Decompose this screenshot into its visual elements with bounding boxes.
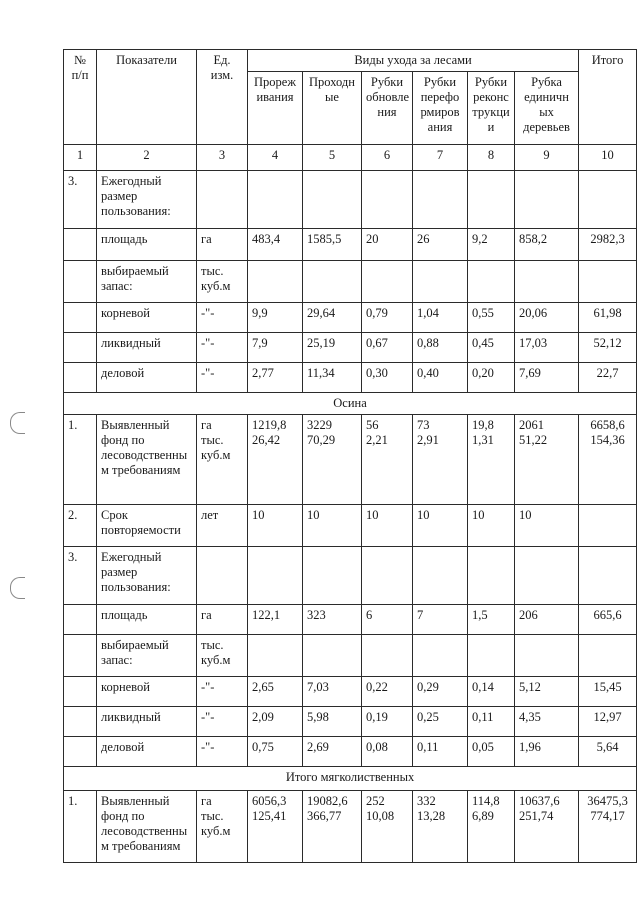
data-row [64, 363, 637, 393]
value-cell [515, 261, 579, 303]
value-cell: 0,08 [362, 737, 413, 767]
column-number: 3 [197, 145, 248, 171]
data-row [64, 261, 637, 303]
value-cell: 19,8 1,31 [468, 415, 515, 505]
section-title: Итого мягколиственных [64, 767, 637, 791]
header-type: Рубки обновле ния [362, 72, 413, 145]
empty-cell [64, 261, 97, 303]
header-care-types: Виды ухода за лесами [248, 50, 579, 72]
value-cell: 0,30 [362, 363, 413, 393]
empty-cell [362, 547, 413, 605]
empty-cell [468, 547, 515, 605]
indicator-label: деловой [97, 737, 197, 767]
unit-cell: -"- [197, 333, 248, 363]
unit-cell: -"- [197, 707, 248, 737]
data-row [64, 505, 637, 547]
value-cell [303, 261, 362, 303]
value-cell: 4,35 [515, 707, 579, 737]
value-cell: 1219,8 26,42 [248, 415, 303, 505]
total-cell: 6658,6 154,36 [579, 415, 637, 505]
indicator-label: Выявленный фонд по лесоводственны м требованиям [97, 415, 197, 505]
value-cell [248, 261, 303, 303]
value-cell [413, 261, 468, 303]
unit-cell: -"- [197, 737, 248, 767]
indicator-label: корневой [97, 677, 197, 707]
value-cell: 0,40 [413, 363, 468, 393]
row-number: 3. [64, 171, 97, 229]
column-number: 1 [64, 145, 97, 171]
unit-cell: га [197, 605, 248, 635]
data-row [64, 677, 637, 707]
value-cell: 122,1 [248, 605, 303, 635]
value-cell: 0,19 [362, 707, 413, 737]
empty-cell [413, 171, 468, 229]
total-cell: 5,64 [579, 737, 637, 767]
total-cell: 22,7 [579, 363, 637, 393]
value-cell: 5,98 [303, 707, 362, 737]
value-cell: 3229 70,29 [303, 415, 362, 505]
empty-cell [64, 303, 97, 333]
empty-cell [248, 547, 303, 605]
punch-hole-mark [10, 412, 25, 434]
unit-cell: га [197, 229, 248, 261]
data-row [64, 605, 637, 635]
value-cell: 9,9 [248, 303, 303, 333]
value-cell: 0,05 [468, 737, 515, 767]
header-row [64, 50, 637, 72]
unit-cell: га тыс. куб.м [197, 791, 248, 863]
value-cell: 7,9 [248, 333, 303, 363]
value-cell: 0,67 [362, 333, 413, 363]
indicator-label: выбираемый запас: [97, 261, 197, 303]
header-type: Рубки перефо рмиров ания [413, 72, 468, 145]
empty-cell [64, 737, 97, 767]
data-row [64, 333, 637, 363]
value-cell: 56 2,21 [362, 415, 413, 505]
header-type: Рубки реконс трукци и [468, 72, 515, 145]
value-cell: 0,45 [468, 333, 515, 363]
value-cell: 114,8 6,89 [468, 791, 515, 863]
value-cell: 332 13,28 [413, 791, 468, 863]
empty-cell [515, 547, 579, 605]
value-cell: 1,5 [468, 605, 515, 635]
total-cell [579, 505, 637, 547]
value-cell: 5,12 [515, 677, 579, 707]
value-cell: 0,75 [248, 737, 303, 767]
total-cell: 36475,3 774,17 [579, 791, 637, 863]
value-cell: 25,19 [303, 333, 362, 363]
column-number: 4 [248, 145, 303, 171]
empty-cell [64, 363, 97, 393]
value-cell: 1,96 [515, 737, 579, 767]
value-cell: 26 [413, 229, 468, 261]
total-cell: 12,97 [579, 707, 637, 737]
header-total: Итого [579, 50, 637, 145]
row-number: 1. [64, 415, 97, 505]
value-cell: 20,06 [515, 303, 579, 333]
total-cell: 665,6 [579, 605, 637, 635]
header-indicators: Показатели [97, 50, 197, 145]
empty-cell [64, 229, 97, 261]
value-cell: 252 10,08 [362, 791, 413, 863]
empty-cell [579, 547, 637, 605]
value-cell: 858,2 [515, 229, 579, 261]
value-cell: 17,03 [515, 333, 579, 363]
value-cell: 206 [515, 605, 579, 635]
empty-cell [64, 677, 97, 707]
unit-cell: -"- [197, 677, 248, 707]
data-row [64, 229, 637, 261]
value-cell [468, 635, 515, 677]
value-cell: 10 [248, 505, 303, 547]
indicator-label: Ежегодный размер пользования: [97, 547, 197, 605]
indicator-label: Срок повторяемости [97, 505, 197, 547]
total-cell: 2982,3 [579, 229, 637, 261]
header-type: Прореж ивания [248, 72, 303, 145]
value-cell [413, 635, 468, 677]
value-cell: 6 [362, 605, 413, 635]
empty-cell [248, 171, 303, 229]
value-cell: 0,88 [413, 333, 468, 363]
value-cell: 1,04 [413, 303, 468, 333]
value-cell: 20 [362, 229, 413, 261]
value-cell: 10 [515, 505, 579, 547]
empty-cell [303, 547, 362, 605]
value-cell: 0,20 [468, 363, 515, 393]
value-cell [248, 635, 303, 677]
value-cell: 323 [303, 605, 362, 635]
row-number: 2. [64, 505, 97, 547]
header-number: № п/п [64, 50, 97, 145]
value-cell: 2,69 [303, 737, 362, 767]
data-row [64, 415, 637, 505]
total-cell [579, 261, 637, 303]
value-cell: 2,77 [248, 363, 303, 393]
value-cell: 29,64 [303, 303, 362, 333]
column-number: 6 [362, 145, 413, 171]
indicator-label: корневой [97, 303, 197, 333]
value-cell: 2,65 [248, 677, 303, 707]
value-cell: 10 [362, 505, 413, 547]
value-cell: 10637,6 251,74 [515, 791, 579, 863]
block-title-row [64, 547, 637, 605]
value-cell: 1585,5 [303, 229, 362, 261]
value-cell: 483,4 [248, 229, 303, 261]
value-cell [468, 261, 515, 303]
value-cell: 10 [303, 505, 362, 547]
header-type: Проходн ые [303, 72, 362, 145]
value-cell: 7 [413, 605, 468, 635]
unit-cell: га тыс. куб.м [197, 415, 248, 505]
value-cell: 73 2,91 [413, 415, 468, 505]
indicator-label: Выявленный фонд по лесоводственны м требованиям [97, 791, 197, 863]
column-number: 5 [303, 145, 362, 171]
value-cell [515, 635, 579, 677]
data-row [64, 791, 637, 863]
empty-cell [197, 171, 248, 229]
unit-cell: тыс. куб.м [197, 635, 248, 677]
data-row [64, 737, 637, 767]
value-cell: 7,69 [515, 363, 579, 393]
row-number: 1. [64, 791, 97, 863]
data-row [64, 303, 637, 333]
unit-cell: -"- [197, 363, 248, 393]
value-cell: 7,03 [303, 677, 362, 707]
total-cell: 52,12 [579, 333, 637, 363]
column-number: 2 [97, 145, 197, 171]
empty-cell [64, 635, 97, 677]
empty-cell [64, 333, 97, 363]
column-number-row [64, 145, 637, 171]
column-number: 9 [515, 145, 579, 171]
value-cell: 0,11 [413, 737, 468, 767]
value-cell: 9,2 [468, 229, 515, 261]
value-cell: 10 [413, 505, 468, 547]
empty-cell [64, 707, 97, 737]
value-cell: 0,11 [468, 707, 515, 737]
value-cell: 0,29 [413, 677, 468, 707]
column-number: 10 [579, 145, 637, 171]
value-cell: 2061 51,22 [515, 415, 579, 505]
empty-cell [468, 171, 515, 229]
header-type: Рубка единичн ых деревьев [515, 72, 579, 145]
unit-cell: -"- [197, 303, 248, 333]
indicator-label: ликвидный [97, 707, 197, 737]
total-cell: 15,45 [579, 677, 637, 707]
value-cell [303, 635, 362, 677]
column-number: 8 [468, 145, 515, 171]
empty-cell [515, 171, 579, 229]
empty-cell [579, 171, 637, 229]
indicator-label: Ежегодный размер пользования: [97, 171, 197, 229]
value-cell: 0,25 [413, 707, 468, 737]
forest-care-table [63, 49, 637, 863]
unit-cell: лет [197, 505, 248, 547]
data-row [64, 635, 637, 677]
value-cell: 10 [468, 505, 515, 547]
punch-hole-mark [10, 577, 25, 599]
data-row [64, 707, 637, 737]
section-row [64, 767, 637, 791]
empty-cell [64, 605, 97, 635]
total-cell [579, 635, 637, 677]
value-cell: 0,79 [362, 303, 413, 333]
indicator-label: деловой [97, 363, 197, 393]
value-cell: 0,14 [468, 677, 515, 707]
value-cell: 0,55 [468, 303, 515, 333]
value-cell: 0,22 [362, 677, 413, 707]
indicator-label: площадь [97, 605, 197, 635]
empty-cell [197, 547, 248, 605]
value-cell [362, 261, 413, 303]
row-number: 3. [64, 547, 97, 605]
section-title: Осина [64, 393, 637, 415]
section-row [64, 393, 637, 415]
empty-cell [413, 547, 468, 605]
column-number: 7 [413, 145, 468, 171]
unit-cell: тыс. куб.м [197, 261, 248, 303]
value-cell: 2,09 [248, 707, 303, 737]
indicator-label: площадь [97, 229, 197, 261]
value-cell [362, 635, 413, 677]
indicator-label: ликвидный [97, 333, 197, 363]
total-cell: 61,98 [579, 303, 637, 333]
block-title-row [64, 171, 637, 229]
value-cell: 11,34 [303, 363, 362, 393]
empty-cell [303, 171, 362, 229]
empty-cell [362, 171, 413, 229]
value-cell: 6056,3 125,41 [248, 791, 303, 863]
value-cell: 19082,6 366,77 [303, 791, 362, 863]
header-unit: Ед. изм. [197, 50, 248, 145]
indicator-label: выбираемый запас: [97, 635, 197, 677]
